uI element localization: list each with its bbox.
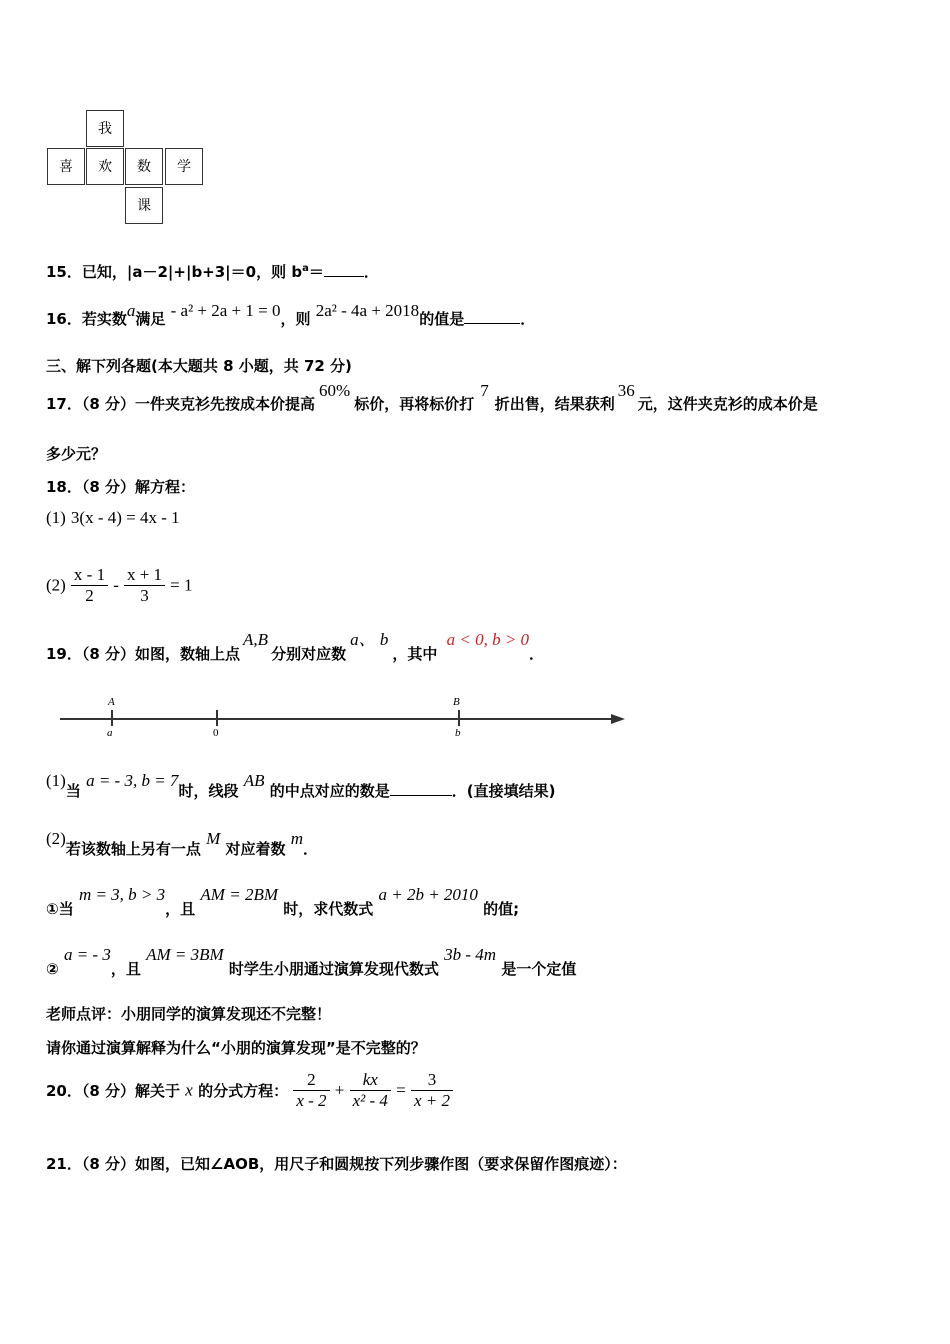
q17-profit: 36 [617, 381, 635, 400]
q20-p2: 的分式方程： [198, 1082, 289, 1100]
q18-frac1-den: 2 [71, 585, 108, 606]
q18-minus: - [113, 575, 119, 595]
q18-frac2-num: x + 1 [126, 565, 163, 584]
cube-face-top: 我 [86, 110, 124, 147]
question-18-title: 18．（8 分）解方程： [46, 478, 196, 496]
q20-frac2-den: x² - 4 [350, 1090, 391, 1111]
q17-line2: 多少元？ [46, 445, 107, 463]
q19-pts: A,B [243, 630, 269, 649]
q20-frac1-den: x - 2 [293, 1090, 329, 1111]
q18-frac2-den: 3 [124, 585, 165, 606]
q19-p4: ． [529, 645, 545, 663]
cube-face-bottom: 课 [125, 187, 163, 224]
q19-s1-eq: a = - 3, b = 7 [86, 771, 179, 790]
q19-c1-eq: m = 3, b > 3 [78, 885, 166, 904]
q17-pct: 60% [319, 381, 351, 400]
q17-p2: 标价，再将标价打 [354, 395, 475, 413]
q19-s2-a: 若该数轴上另有一点 [65, 840, 201, 858]
q19-case1 [46, 884, 520, 918]
q19-p3: ，其中 [392, 645, 438, 663]
q18-equation-2 [46, 565, 192, 606]
q20-var: x [185, 1080, 193, 1100]
section-3-heading: 三、解下列各题(本大题共 8 小题，共 72 分) [46, 357, 352, 375]
q20-frac3-num: 3 [427, 1070, 437, 1089]
q19-s2-c: ． [303, 840, 319, 858]
question-21: 21．（8 分）如图，已知∠AOB，用尺子和圆规按下列步骤作图（要求保留作图痕迹）： [46, 1155, 627, 1173]
q19-sub2 [46, 828, 319, 858]
axis-label-0: 0 [213, 727, 219, 739]
q19-s1-b: 时，线段 [178, 782, 239, 800]
q19-s1-d: ．(直接填结果) [451, 782, 556, 800]
explain-request: 请你通过演算解释为什么“小朋的演算发现”是不完整的？ [46, 1039, 426, 1057]
question-20 [46, 1070, 453, 1111]
q19-vars: a、 b [350, 630, 389, 649]
q19-s1-label: (1) [46, 771, 66, 790]
axis-label-A: A [108, 696, 115, 708]
q15-text: 15．已知，|a－2|+|b+3|＝0，则 b [46, 263, 303, 281]
q17-p4: 元，这件夹克衫的成本价是 [637, 395, 818, 413]
q19-c2-eq2: AM = 3BM [146, 945, 224, 964]
q19-s2-m: m [290, 829, 304, 848]
q16-prefix: 16．若实数 [46, 310, 127, 328]
q19-condition: a < 0, b > 0 [446, 630, 530, 649]
q19-c1-eq2: AM = 2BM [200, 885, 278, 904]
axis-label-a: a [107, 727, 113, 739]
q17-p1: 17．（8 分）一件夹克衫先按成本价提高 [46, 395, 316, 413]
q18-e1: 3(x - 4) = 4x - 1 [70, 508, 180, 527]
q19-s2-M: M [206, 829, 221, 848]
q20-frac1-num: 2 [307, 1070, 316, 1089]
question-19 [46, 625, 545, 663]
q19-c2-b: ，且 [110, 960, 141, 978]
q19-c2-a: ② [46, 960, 59, 978]
q19-sub1 [46, 770, 556, 800]
cube-face-2: 欢 [86, 148, 124, 185]
question-15: 15．已知，|a－2|+|b+3|＝0，则 $b^a=$ ． [46, 263, 379, 281]
answer-blank[interactable] [390, 781, 452, 796]
axis-label-B: B [453, 696, 460, 708]
q19-c1-d: 的值; [483, 900, 520, 918]
q19-p1: 19．（8 分）如图，数轴上点 [46, 645, 241, 663]
q19-c1-b: ，且 [165, 900, 196, 918]
q19-c1-a: ①当 [46, 900, 74, 918]
q19-case2 [46, 944, 577, 978]
q20-equals: = [396, 1080, 406, 1100]
q16-var: a [126, 301, 136, 320]
question-16: 16．若实数a满足 - a² + 2a + 1 = 0，则 2a² - 4a + 2018的值是 ． [46, 301, 536, 328]
q19-s1-ab: AB [243, 771, 265, 790]
q17-disc: 7 [480, 381, 489, 400]
q19-c2-expr: 3b - 4m [444, 945, 497, 964]
q19-c1-c: 时，求代数式 [283, 900, 374, 918]
q16-tail: 的值是 [419, 310, 465, 328]
q19-s2-b: 对应着数 [225, 840, 286, 858]
q19-c2-c: 时学生小朋通过演算发现代数式 [228, 960, 439, 978]
q16-mid2: ，则 [280, 310, 311, 328]
q20-plus: + [334, 1080, 345, 1100]
q20-frac3-den: x + 2 [411, 1090, 453, 1111]
cube-face-1: 喜 [47, 148, 85, 185]
number-line [55, 690, 635, 740]
teacher-comment: 老师点评：小朋同学的演算发现还不完整！ [46, 1005, 332, 1023]
axis-label-b: b [455, 727, 461, 739]
q19-c2-eq: a = - 3 [63, 945, 111, 964]
q19-c1-expr: a + 2b + 2010 [378, 885, 478, 904]
question-17 [46, 380, 818, 413]
q19-s1-c: 的中点对应的数是 [269, 782, 390, 800]
q18-rhs: = 1 [170, 575, 193, 595]
q19-c2-d: 是一个定值 [501, 960, 577, 978]
answer-blank[interactable] [324, 262, 364, 277]
cube-face-3: 数 [125, 148, 163, 185]
q16-eq2: 2a² - 4a + 2018 [315, 301, 420, 320]
q20-frac2-num: kx [362, 1070, 378, 1089]
q19-p2: 分别对应数 [271, 645, 347, 663]
q19-s1-a: 当 [65, 782, 81, 800]
q15-tail: ＝ [308, 263, 324, 281]
q20-p1: 20．（8 分）解关于 [46, 1082, 181, 1100]
q16-eq1: - a² + 2a + 1 = 0 [170, 301, 281, 320]
q18-equation-1 [46, 508, 180, 528]
answer-blank[interactable] [464, 309, 520, 324]
q17-p3: 折出售，结果获利 [494, 395, 615, 413]
q18-e2-label: (2) [46, 575, 66, 595]
q15-sup: a [302, 263, 309, 274]
q16-mid: 满足 [135, 310, 166, 328]
q18-frac1-num: x - 1 [73, 565, 106, 584]
q19-s2-label: (2) [46, 829, 66, 848]
q18-e1-label: (1) [46, 508, 66, 527]
cube-face-4: 学 [165, 148, 203, 185]
